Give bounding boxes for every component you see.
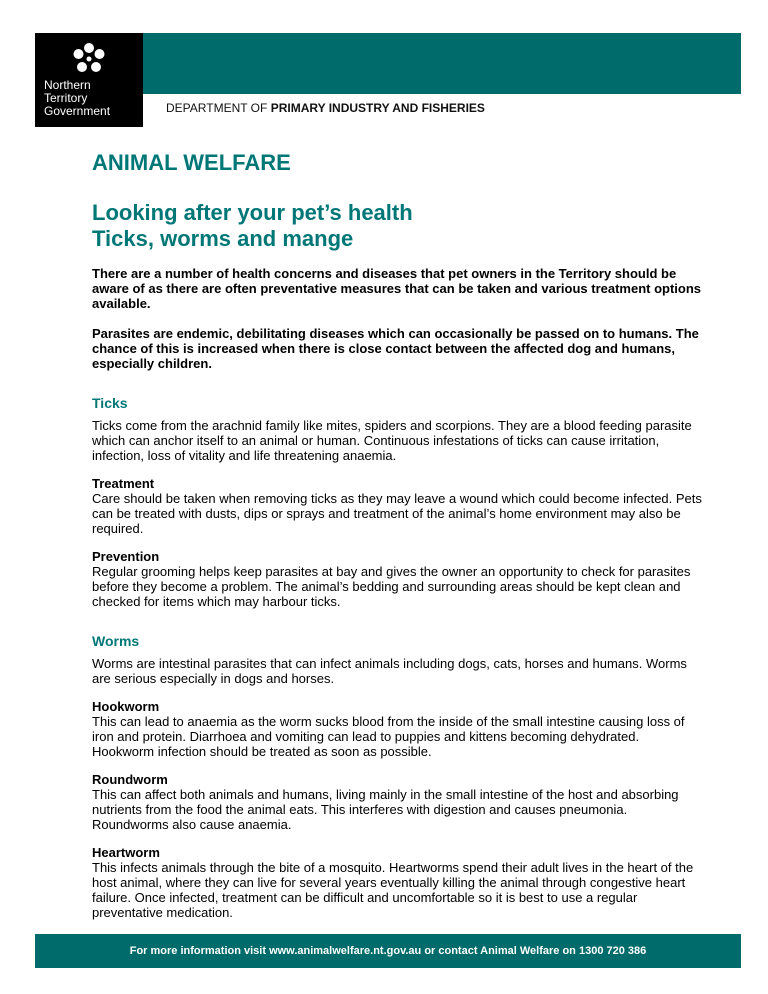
logo-line-2: Territory: [44, 91, 88, 105]
section-heading-worms: Worms: [92, 633, 140, 649]
flower-emblem-icon: [72, 42, 106, 76]
department-bold: PRIMARY INDUSTRY AND FISHERIES: [270, 101, 485, 115]
page-subtitle: [92, 200, 702, 252]
worms-body: Worms are intestinal parasites that can infect animals including dogs, cats, horses and humans. Worms are serious especially in dogs and horses.: [92, 656, 687, 686]
ticks-treatment-heading: Treatment: [92, 476, 155, 491]
page-title: ANIMAL WELFARE: [92, 150, 291, 175]
ticks-treatment-body: Care should be taken when removing ticks as they may leave a wound which could become infected. Pets can be treated with dusts, dips or sprays and treatment of the animal’s home environment may also be required.: [92, 491, 702, 536]
logo-line-3: Government: [44, 104, 111, 118]
subtitle-line-1: Looking after your pet’s health: [92, 200, 413, 225]
department-name: [166, 101, 485, 115]
heartworm-heading: Heartworm: [92, 845, 160, 860]
intro-paragraph-2: Parasites are endemic, debilitating diseases which can occasionally be passed on to humans. The chance of this is increased when there is close contact between the affected dog and humans, especially children.: [92, 326, 699, 371]
department-prefix: DEPARTMENT OF: [166, 101, 271, 115]
page-footer: For more information visit www.animalwelfare.nt.gov.au or contact Animal Welfare on 1300 720 386: [35, 934, 741, 968]
ticks-prevention-heading: Prevention: [92, 549, 160, 564]
ticks-prevention-body: Regular grooming helps keep parasites at bay and gives the owner an opportunity to check for parasites before they become a problem. The animal’s bedding and surrounding areas should be kept clean and checked for items which may harbour ticks.: [92, 564, 691, 609]
roundworm-body: This can affect both animals and humans, living mainly in the small intestine of the host and absorbing nutrients from the food the animal eats. This interferes with digestion and causes pneumonia. Roundworms also cause anaemia.: [92, 787, 679, 832]
roundworm-heading: Roundworm: [92, 772, 168, 787]
hookworm-heading: Hookworm: [92, 699, 160, 714]
intro-paragraph-1: There are a number of health concerns and diseases that pet owners in the Territory should be aware of as there are often preventative measures that can be taken and various treatment options available.: [92, 266, 702, 311]
subtitle-line-2: Ticks, worms and mange: [92, 226, 354, 251]
hookworm-body: This can lead to anaemia as the worm sucks blood from the inside of the small intestine causing loss of iron and protein. Diarrhoea and vomiting can lead to puppies and kittens becoming dehydrated. Hookworm infection should be treated as soon as possible.: [92, 714, 685, 759]
logo-line-1: Northern: [44, 78, 91, 92]
section-heading-ticks: Ticks: [92, 395, 128, 411]
heartworm-body: This infects animals through the bite of a mosquito. Heartworms spend their adult lives in the heart of the host animal, where they can live for several years eventually killing the animal through congestive heart failure. Once infected, treatment can be difficult and uncomfortable so it is best to use a regular preventative medication.: [92, 860, 694, 920]
nt-government-logo: [35, 33, 143, 127]
ticks-body: Ticks come from the arachnid family like mites, spiders and scorpions. They are a blood feeding parasite which can anchor itself to an animal or human. Continuous infestations of ticks can cause irritation, infection, loss of vitality and life threatening anaemia.: [92, 418, 692, 463]
main-content: [92, 150, 702, 920]
logo-wordmark: [44, 79, 110, 118]
